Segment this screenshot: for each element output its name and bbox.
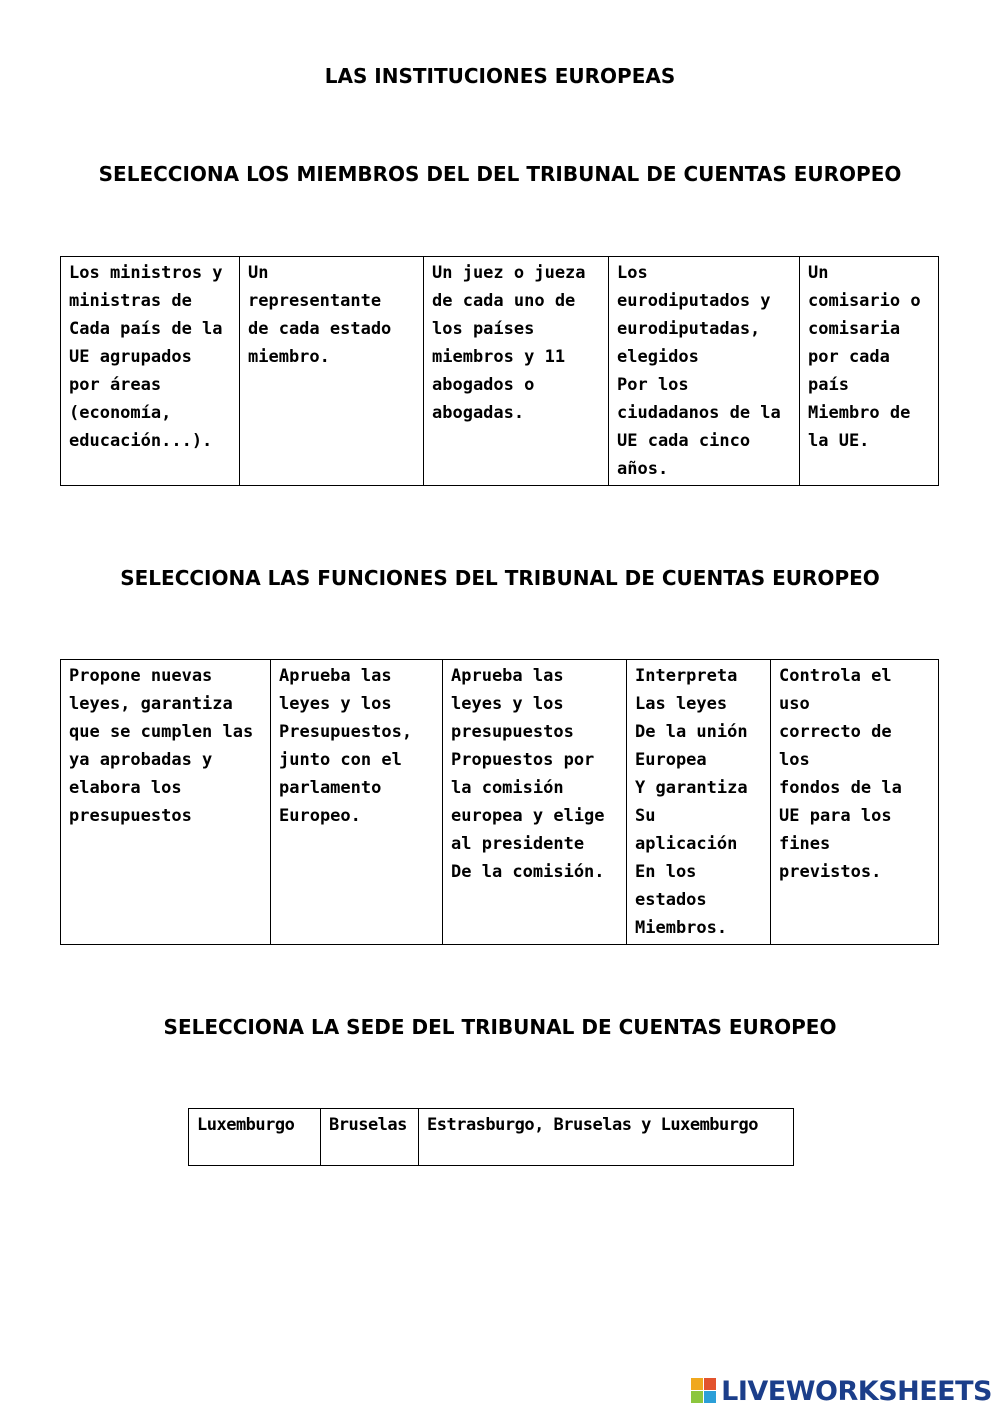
functions-option-1[interactable]: Propone nuevas leyes, garantiza que se cumplen las ya aprobadas y elabora los presupuestos <box>61 660 271 945</box>
liveworksheets-brand[interactable] <box>691 1376 992 1406</box>
members-option-4[interactable]: Los eurodiputados y eurodiputadas, elegidos Por los ciudadanos de la UE cada cinco años. <box>609 257 800 486</box>
seat-option-luxemburgo[interactable]: Luxemburgo <box>189 1109 321 1166</box>
liveworksheets-logo-icon <box>691 1378 717 1404</box>
seat-options-table <box>188 1108 794 1166</box>
seat-heading: SELECCIONA LA SEDE DEL TRIBUNAL DE CUENTAS EUROPEO <box>163 1015 837 1039</box>
members-option-2[interactable]: Un representante de cada estado miembro. <box>240 257 424 486</box>
liveworksheets-wordmark: LIVEWORKSHEETS <box>721 1375 992 1407</box>
seat-options-row <box>189 1109 794 1166</box>
functions-option-4[interactable]: Interpreta Las leyes De la unión Europea Y garantiza Su aplicación En los estados Miembros. <box>627 660 771 945</box>
functions-option-5[interactable]: Controla el uso correcto de los fondos de la UE para los fines previstos. <box>771 660 939 945</box>
seat-option-three-cities[interactable]: Estrasburgo, Bruselas y Luxemburgo <box>419 1109 794 1166</box>
functions-options-table <box>60 659 939 945</box>
members-options-table <box>60 256 939 486</box>
functions-option-3[interactable]: Aprueba las leyes y los presupuestos Propuestos por la comisión europea y elige al presidente De la comisión. <box>443 660 627 945</box>
members-option-1[interactable]: Los ministros y ministras de Cada país de la UE agrupados por áreas (economía, educación...). <box>61 257 240 486</box>
seat-option-bruselas[interactable]: Bruselas <box>321 1109 419 1166</box>
functions-heading: SELECCIONA LAS FUNCIONES DEL TRIBUNAL DE CUENTAS EUROPEO <box>120 566 880 590</box>
members-heading: SELECCIONA LOS MIEMBROS DEL DEL TRIBUNAL DE CUENTAS EUROPEO <box>98 162 902 186</box>
members-options-row <box>61 257 939 486</box>
members-option-5[interactable]: Un comisario o comisaria por cada país Miembro de la UE. <box>800 257 939 486</box>
members-option-3[interactable]: Un juez o jueza de cada uno de los países miembros y 11 abogados o abogadas. <box>424 257 609 486</box>
page-title: LAS INSTITUCIONES EUROPEAS <box>324 64 676 88</box>
functions-option-2[interactable]: Aprueba las leyes y los Presupuestos, junto con el parlamento Europeo. <box>271 660 443 945</box>
functions-options-row <box>61 660 939 945</box>
